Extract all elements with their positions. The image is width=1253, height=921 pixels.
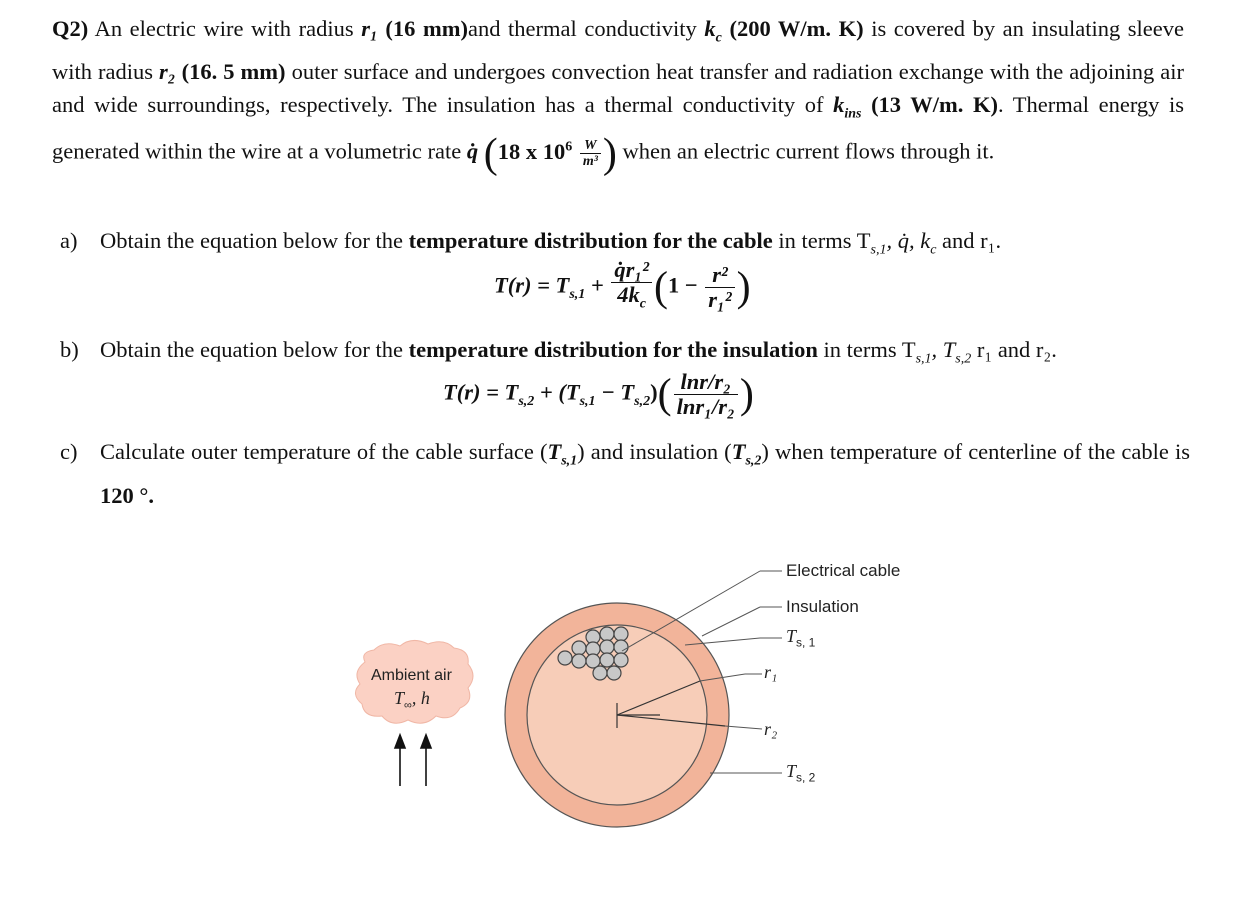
- question-s3: is covered by an insulating sleeve with radius: [52, 16, 1185, 84]
- q-value: (18 x $10^6$ $\frac{W}{\text{m³}}$ ): [483, 130, 617, 177]
- kins-value: (13 W/m. K): [871, 91, 998, 117]
- equation-a: $T(r) = T_{s,1}$ + $\frac{\text{q̇r₁²}}{4k_c}$ (1 − $\frac{\text{r²}}{\text{r₁²}}$ ): [494, 257, 751, 312]
- r2-value: (16. 5 mm): [181, 58, 286, 84]
- equation-b: $T(r) = T_{s,2} + (T_{s,1} - T_{s,2})$( $\frac{\text{lnr/r₂}}{\text{lnr₁/r₂}}$ ): [443, 369, 754, 419]
- part-b-label: b): [60, 337, 79, 362]
- question-s5: . Thermal energy is generated within the wire at a volumetric rate: [52, 91, 1185, 164]
- label-ts1: $T_{s, 1}$: [786, 626, 816, 650]
- ambient-air-label: Ambient air: [371, 667, 452, 684]
- kc-symbol: $k_c$: [704, 16, 722, 46]
- label-insulation: Insulation: [786, 597, 859, 616]
- qdot-symbol: q̇: [466, 138, 479, 164]
- question-s2: and thermal conductivity: [467, 16, 697, 41]
- label-r2: r₂: [764, 719, 778, 739]
- question-label: Q2): [52, 16, 89, 41]
- question-s6: when an electric current flows through it.: [622, 138, 995, 164]
- part-c-label: c): [60, 439, 78, 464]
- question-s4: outer surface and undergoes convection heat transfer and radiation exchange with the adjoining air and wide surroundings, respectively. The insulation has a thermal conductivity of: [52, 58, 1184, 117]
- airflow-arrows: [395, 735, 431, 786]
- r2-symbol: r₂: [159, 58, 176, 84]
- r1-value: (16 mm): [385, 16, 468, 41]
- question-s1: An electric wire with radius: [94, 16, 354, 41]
- part-a-label: a): [60, 228, 78, 253]
- kc-value: (200 W/m. K): [729, 16, 864, 41]
- part-b-bold: temperature distribution for the insulation: [408, 337, 818, 362]
- centerline-temp: 120 °.: [100, 482, 154, 508]
- r1-symbol: r₁: [361, 16, 378, 41]
- label-ts2: $T_{s, 2}$: [786, 761, 816, 785]
- kins-symbol: $k_{ins}$: [833, 91, 862, 121]
- label-electrical-cable: Electrical cable: [786, 561, 901, 580]
- label-r1: r₁: [764, 662, 778, 682]
- part-a-bold: temperature distribution for the cable: [408, 228, 773, 253]
- ambient-air-params: $T_\infty$, h: [394, 688, 430, 712]
